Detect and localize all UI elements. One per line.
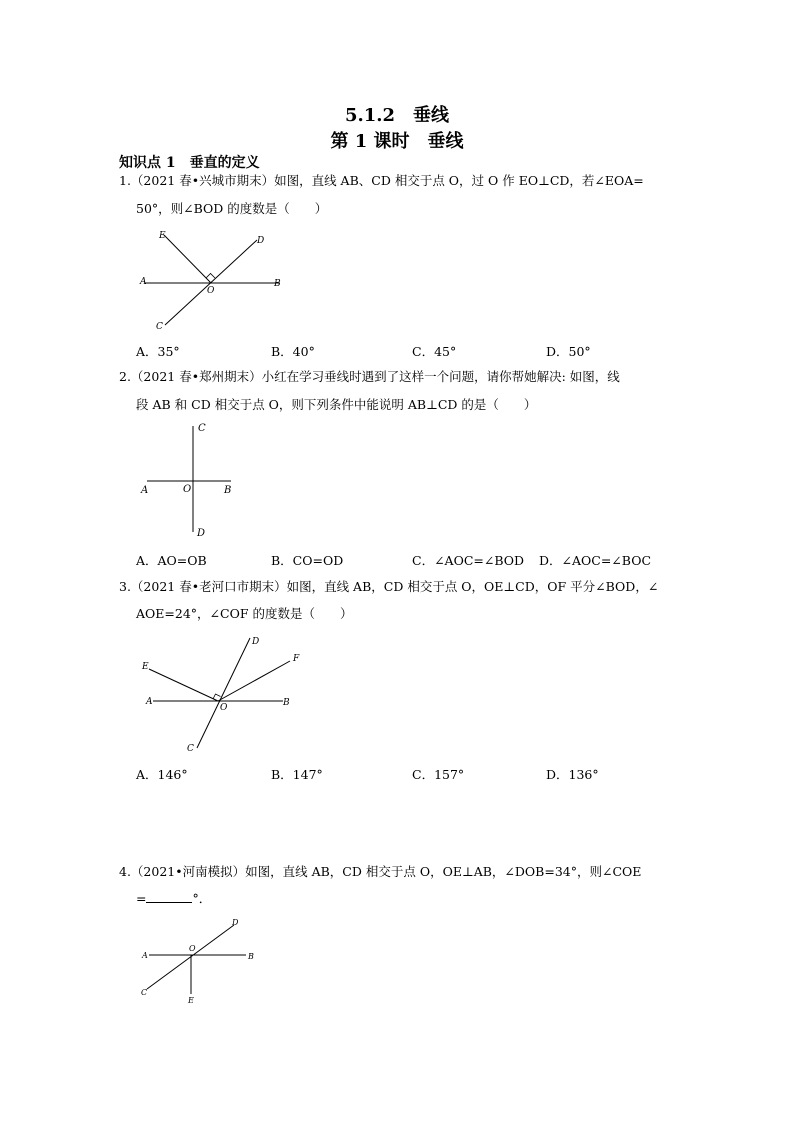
question-2-figure xyxy=(135,418,245,542)
fig4-label-d: D xyxy=(232,918,239,927)
question-2-line-1: 2.（2021 春•郑州期末）小红在学习垂线时遇到了这样一个问题，请你帮她解决: 如图，线 xyxy=(119,369,620,384)
fig3-label-o: O xyxy=(220,703,228,713)
fig1-label-b: B xyxy=(274,279,281,289)
question-3-option-b: B．147° xyxy=(271,767,323,782)
question-1-option-a: A．35° xyxy=(136,344,180,359)
question-3-option-c: C．157° xyxy=(412,767,465,782)
fig4-label-c: C xyxy=(141,988,148,997)
question-2-option-b: B．CO=OD xyxy=(271,553,344,568)
question-1-option-c: C．45° xyxy=(412,344,457,359)
question-1-option-d: D．50° xyxy=(546,344,591,359)
question-4-equals: = xyxy=(136,891,147,906)
fig3-label-a: A xyxy=(146,697,153,707)
fig2-label-b: B xyxy=(224,485,232,496)
fig1-label-d: D xyxy=(257,236,265,246)
fig1-label-c: C xyxy=(156,322,163,332)
question-4-line-1: 4.（2021•河南模拟）如图，直线 AB，CD 相交于点 O，OE⊥AB，∠DOB=34°，则∠COE xyxy=(119,864,642,879)
answer-blank xyxy=(146,890,192,903)
question-1-option-b: B．40° xyxy=(271,344,315,359)
fig2-label-o: O xyxy=(183,484,192,495)
question-3-line-2: AOE=24°，∠COF 的度数是（ ） xyxy=(136,606,353,621)
question-1-figure xyxy=(135,225,295,335)
lesson-title: 5.1.2 垂线 xyxy=(344,105,450,126)
fig2-label-d: D xyxy=(197,528,206,539)
fig4-label-e: E xyxy=(188,996,194,1005)
fig3-label-d: D xyxy=(252,637,260,647)
question-2-line-2: 段 AB 和 CD 相交于点 O，则下列条件中能说明 AB⊥CD 的是（ ） xyxy=(136,397,537,412)
question-4-figure xyxy=(135,913,265,1008)
fig3-label-f: F xyxy=(293,654,300,664)
question-2-option-c: C．∠AOC=∠BOD xyxy=(412,553,525,568)
question-3-option-d: D．136° xyxy=(546,767,599,782)
question-4-degree-suffix: °． xyxy=(192,891,212,906)
lesson-subtitle: 第 1 课时 垂线 xyxy=(330,131,464,152)
question-1-line-1: 1.（2021 春•兴城市期末）如图，直线 AB、CD 相交于点 O，过 O 作 EO⊥CD，若∠EOA= xyxy=(119,173,644,188)
question-1-line-2: 50°，则∠BOD 的度数是（ ） xyxy=(136,201,328,216)
fig4-label-o: O xyxy=(189,944,196,953)
fig1-label-e: E xyxy=(159,231,166,241)
question-2-option-a: A．AO=OB xyxy=(136,553,207,568)
question-4-line-2 xyxy=(136,890,211,908)
question-3-line-1: 3.（2021 春•老河口市期末）如图，直线 AB，CD 相交于点 O，OE⊥CD，OF 平分∠BOD，∠ xyxy=(119,579,659,594)
fig4-label-b: B xyxy=(248,952,254,961)
question-3-figure xyxy=(135,630,310,754)
fig3-label-c: C xyxy=(187,744,194,754)
fig1-label-o: O xyxy=(207,286,215,296)
fig2-label-a: A xyxy=(141,485,149,496)
fig2-label-c: C xyxy=(198,423,206,434)
fig4-label-a: A xyxy=(142,951,148,960)
question-2-option-d: D．∠AOC=∠BOC xyxy=(539,553,652,568)
fig3-label-b: B xyxy=(283,698,290,708)
section-heading: 知识点 1 垂直的定义 xyxy=(119,155,260,171)
fig3-label-e: E xyxy=(142,662,149,672)
question-3-option-a: A．146° xyxy=(136,767,188,782)
fig1-label-a: A xyxy=(140,277,147,287)
